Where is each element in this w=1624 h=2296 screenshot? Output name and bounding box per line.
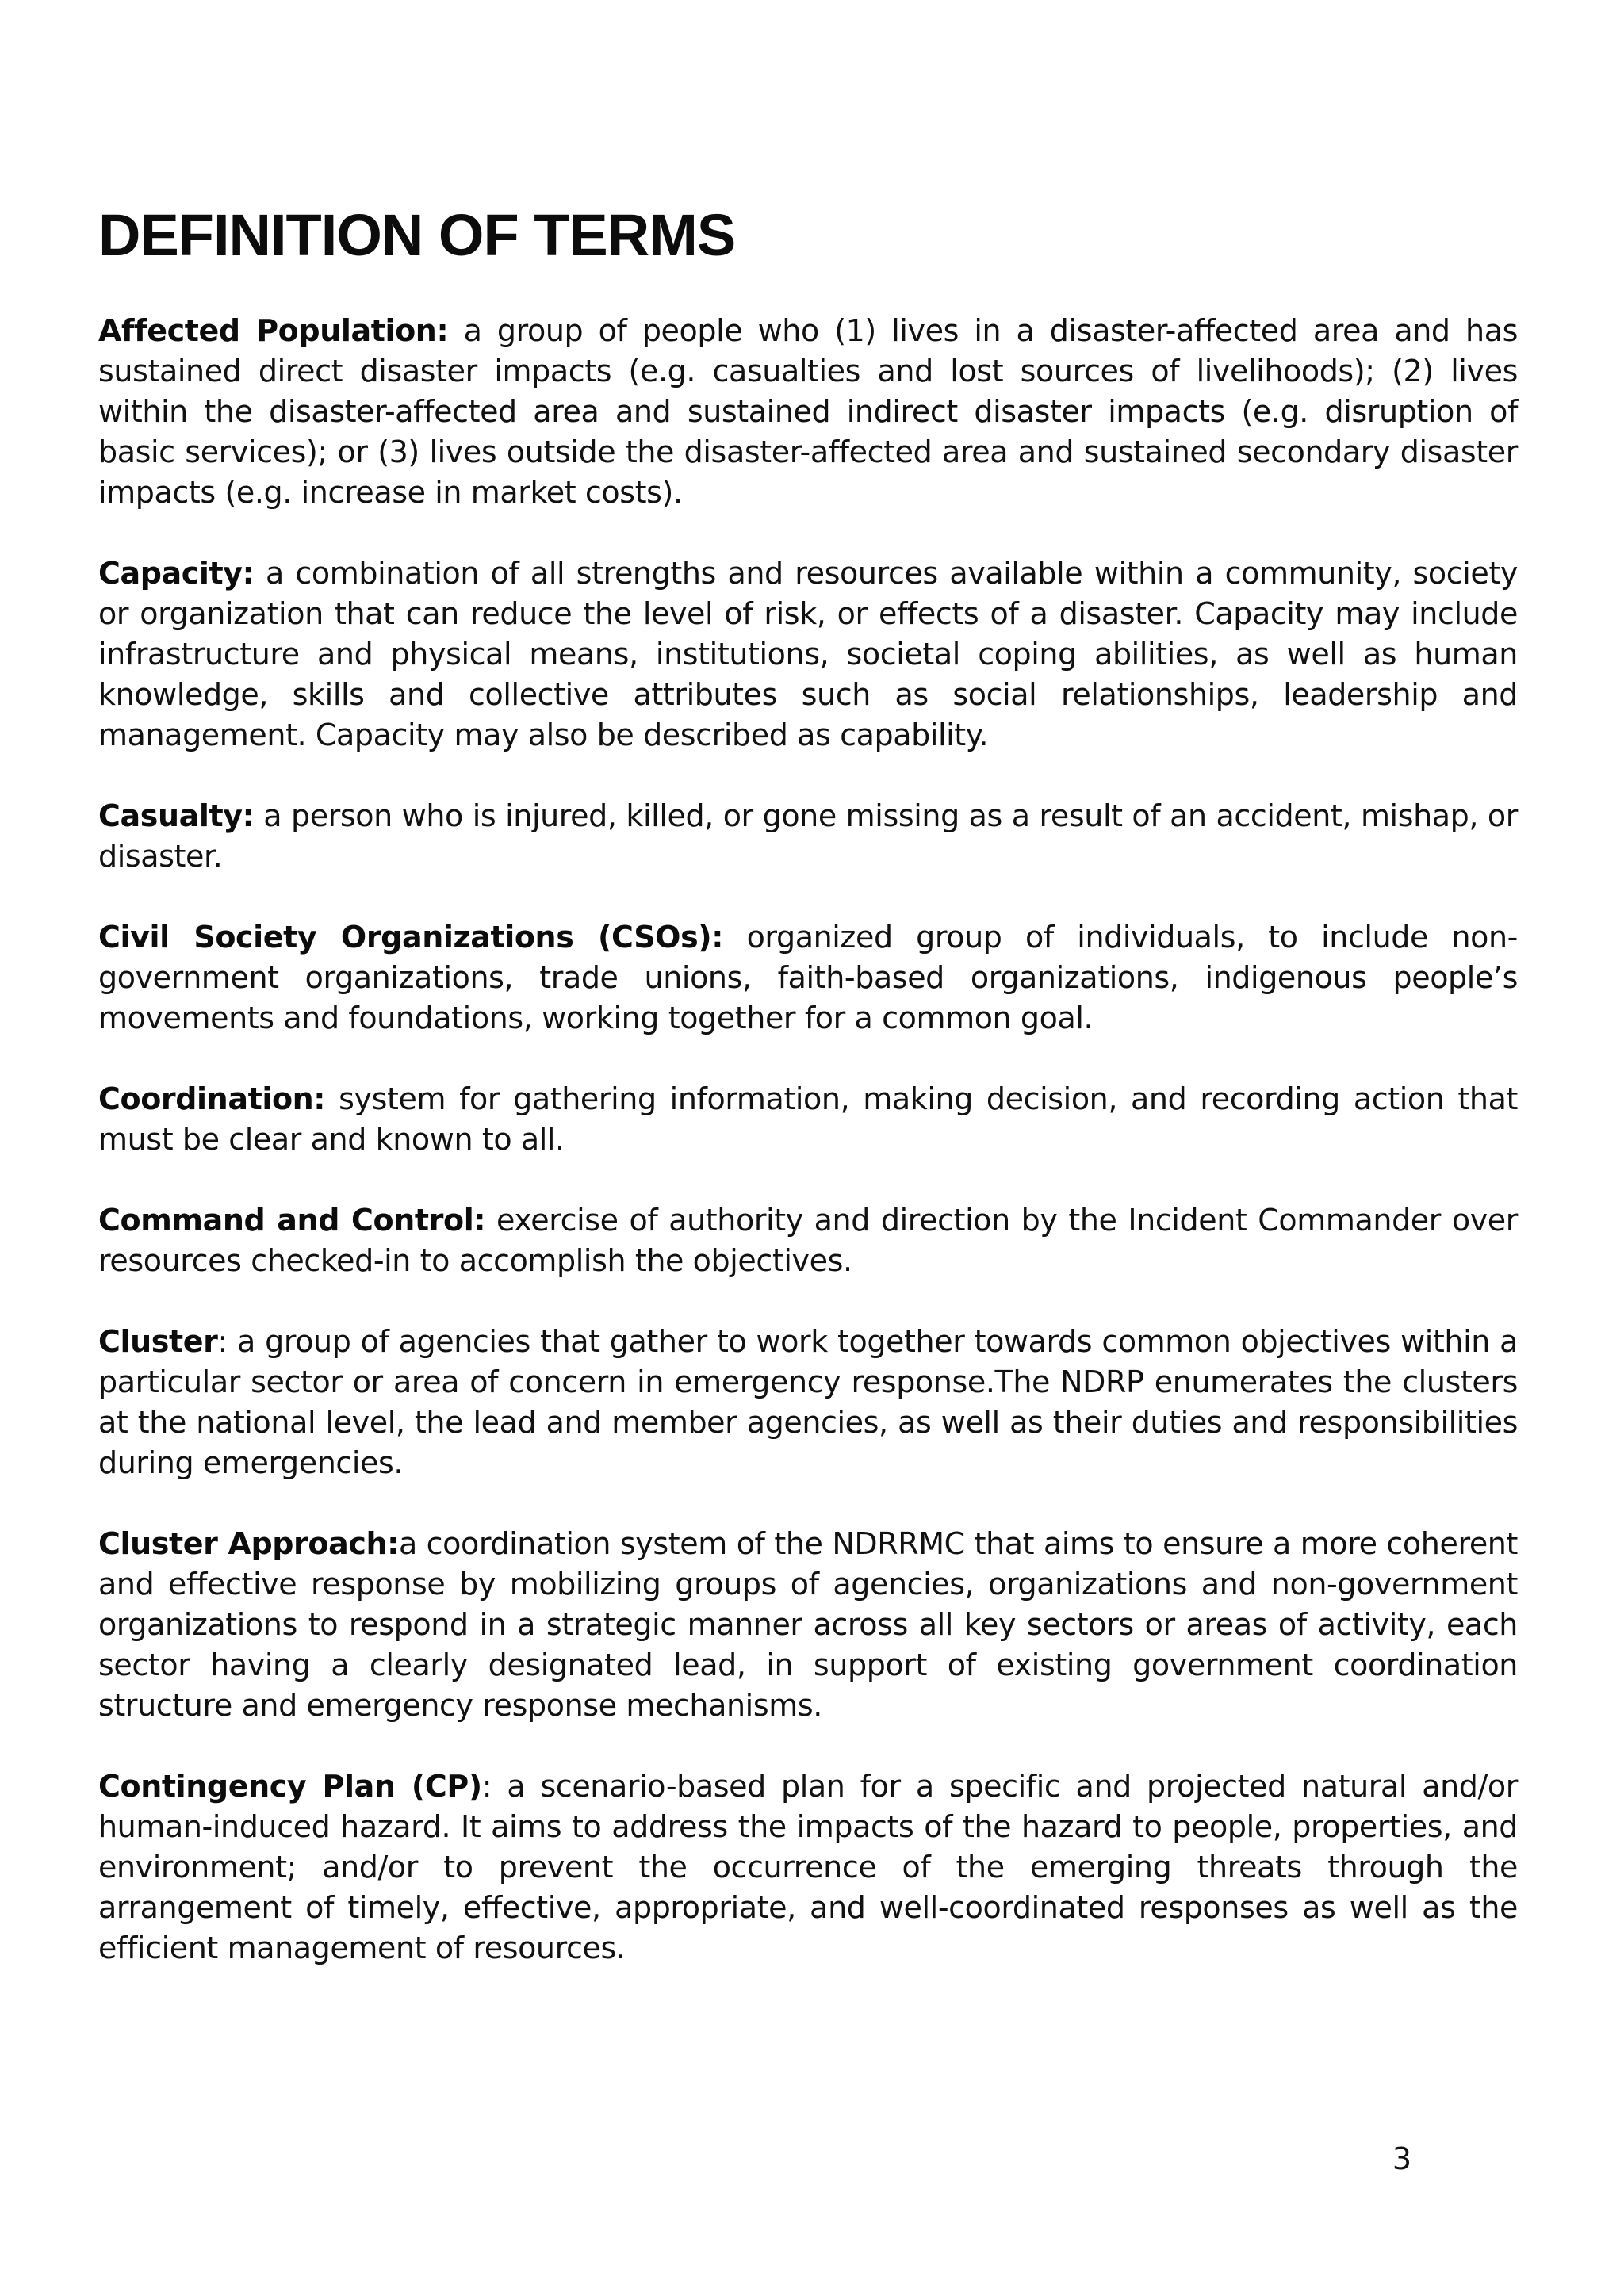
terms-list: [98, 311, 1518, 2009]
term-name: Contingency Plan (CP): [98, 1769, 482, 1804]
term-name: Capacity:: [98, 556, 255, 591]
term-definition: a person who is injured, killed, or gone missing as a result of an accident, mishap, or disaster.: [98, 798, 1518, 874]
term-name: Affected Population:: [98, 313, 449, 348]
term-name: Coordination:: [98, 1081, 326, 1116]
term-definition: organized group of individuals, to include non-government organizations, trade unions, faith-based organizations, indigenous people’s movements and foundations, working together for a common goal.: [98, 920, 1518, 1035]
term-definition: a coordination system of the NDRRMC that aims to ensure a more coherent and effective response by mobilizing groups of agencies, organizations and non-government organizations to respond in a strategic manner across all key sectors or areas of activity, each sector having a clearly designated lead, in support of existing government coordination structure and emergency response mechanisms.: [98, 1526, 1518, 1723]
term-contingency-plan: Contingency Plan (CP): a scenario-based plan for a specific and projected natural and/or human-induced hazard. It aims to address the impacts of the hazard to people, properties, and environment; and/or to prevent the occurrence of the emerging threats through the arrangement of timely, effective, appropriate, and well-coordinated responses as well as the efficient management of resources.: [98, 1769, 1519, 1965]
term-command-and-control: [98, 1200, 1518, 1281]
page-number: 3: [1392, 2141, 1411, 2176]
term-name: Cluster: [98, 1324, 218, 1359]
page-title: DEFINITION OF TERMS: [98, 202, 736, 268]
term-definition: a combination of all strengths and resources available within a community, society or organization that can reduce the level of risk, or effects of a disaster. Capacity may include infrastructure and physical means, institutions, societal coping abilities, as well as human knowledge, skills and collective attributes such as social relationships, leadership and management. Capacity may also be described as capability.: [98, 556, 1519, 752]
term-definition: a group of agencies that gather to work together towards common objectives within a particular sector or area of concern in emergency response.The NDRP enumerates the clusters at the national level, the lead and member agencies, as well as their duties and responsibilities during emergencies.: [98, 1324, 1518, 1480]
term-cluster-approach: [98, 1524, 1518, 1726]
term-affected-population: [98, 311, 1518, 513]
term-cluster: Cluster: a group of agencies that gather to work together towards common objectives within a particular sector or area of concern in emergency response.The NDRP enumerates the clusters at the national level, the lead and member agencies, as well as their duties and responsibilities during emergencies.: [98, 1324, 1518, 1480]
term-definition: a group of people who (1) lives in a disaster-affected area and has sustained direct disaster impacts (e.g. casualties and lost sources of livelihoods); (2) lives within the disaster-affected area and sustained indirect disaster impacts (e.g. disruption of basic services); or (3) lives outside the disaster-affected area and sustained secondary disaster impacts (e.g. increase in market costs).: [98, 313, 1518, 510]
term-definition: system for gathering information, making decision, and recording action that must be clear and known to all.: [98, 1081, 1518, 1157]
document-page: [98, 0, 1518, 2296]
term-capacity: [98, 553, 1518, 756]
term-definition: a scenario-based plan for a specific and projected natural and/or human-induced hazard. It aims to address the impacts of the hazard to people, properties, and environment; and/or to prevent the occurrence of the emerging threats through the arrangement of timely, effective, appropriate, and well-coordinated responses as well as the efficient management of resources.: [98, 1769, 1519, 1965]
term-name: Command and Control:: [98, 1203, 486, 1238]
term-coordination: [98, 1079, 1518, 1160]
term-name: Casualty:: [98, 798, 255, 833]
term-civil-society-organizations: [98, 917, 1518, 1039]
term-definition: exercise of authority and direction by the Incident Commander over resources checked-in to accomplish the objectives.: [98, 1203, 1519, 1278]
term-name: Civil Society Organizations (CSOs):: [98, 920, 724, 955]
term-name: Cluster Approach:: [98, 1526, 399, 1561]
term-casualty: [98, 796, 1518, 877]
